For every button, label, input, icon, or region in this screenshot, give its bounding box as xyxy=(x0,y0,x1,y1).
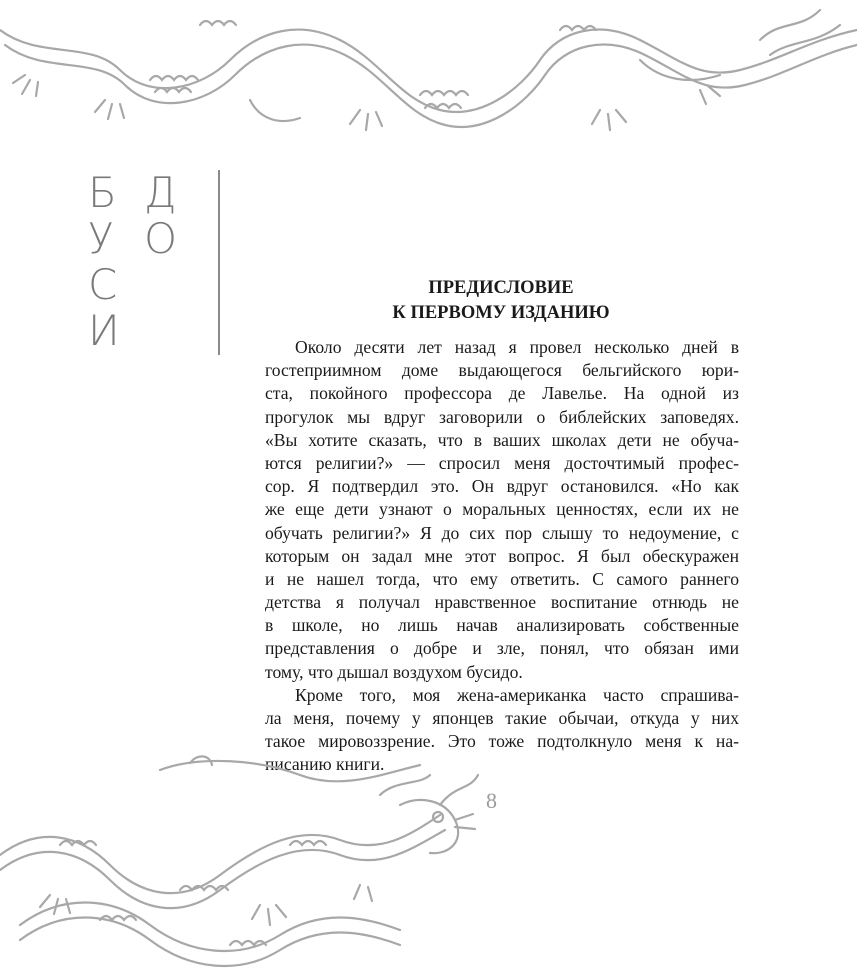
paragraph-1 xyxy=(265,336,739,684)
text-line: писанию книги. xyxy=(265,754,385,775)
text-line: тому, что дышал воздухом бусидо. xyxy=(265,661,523,682)
text-line: Около десяти лет назад я провел несколько дней в xyxy=(295,337,739,357)
side-title-letter: С xyxy=(88,260,118,309)
heading-line-2: К ПЕРВОМУ ИЗДАНИЮ xyxy=(392,303,610,323)
text-line: и не нашел тогда, что ему ответить. С самого раннего xyxy=(265,568,739,589)
text-line: ются религии?» — спросил меня досточтимый профес- xyxy=(265,452,739,473)
side-title-divider xyxy=(218,170,220,355)
text-line: детства я получал нравственное воспитание отнюдь не xyxy=(265,592,739,613)
chapter-heading xyxy=(262,276,740,326)
text-line: ла меня, почему у японцев такие обычаи, откуда у них xyxy=(265,708,739,728)
text-line: обучать религии?» Я до сих пор слышу то недоумение, с xyxy=(265,522,739,543)
bottom-dragon-ornament xyxy=(0,745,480,975)
vertical-book-title xyxy=(88,170,178,360)
text-line: ста, покойного профессора де Лавелье. На одной из xyxy=(265,383,739,404)
text-line: представления о добре и зле, понял, что обязан ими xyxy=(265,638,739,659)
text-line: Кроме того, моя жена-американка часто спрашива- xyxy=(295,684,739,705)
side-title-letter: Б xyxy=(88,168,117,217)
text-line: сор. Я подтвердил это. Он вдруг остановился. «Но как xyxy=(265,476,739,497)
heading-line-1: ПРЕДИСЛОВИЕ xyxy=(428,278,574,298)
text-line: которым он задал мне этот вопрос. Я был обескуражен xyxy=(265,545,739,566)
text-line: такое мировоззрение. Это тоже подтолкнуло меня к на- xyxy=(265,731,739,752)
text-line: гостеприимном доме выдающегося бельгийского юри- xyxy=(265,360,739,381)
side-title-letter: И xyxy=(88,306,120,355)
text-line: прогулок мы вдруг заговорили о библейских заповедях. xyxy=(265,406,739,427)
side-title-letter: У xyxy=(88,214,114,263)
top-dragon-ornament xyxy=(0,0,857,150)
side-title-right-column xyxy=(144,170,177,262)
text-line: в школе, но лишь начав анализировать собственные xyxy=(265,615,739,636)
body-text xyxy=(265,336,739,777)
side-title-left-column xyxy=(88,170,120,354)
side-title-letter: О xyxy=(144,214,178,263)
text-line: «Вы хотите сказать, что в ваших школах дети не обуча- xyxy=(265,429,739,450)
text-line: же еще дети узнают о моральных ценностях, если их не xyxy=(265,499,739,520)
page-number: 8 xyxy=(486,788,497,813)
side-title-letter: Д xyxy=(144,168,177,217)
